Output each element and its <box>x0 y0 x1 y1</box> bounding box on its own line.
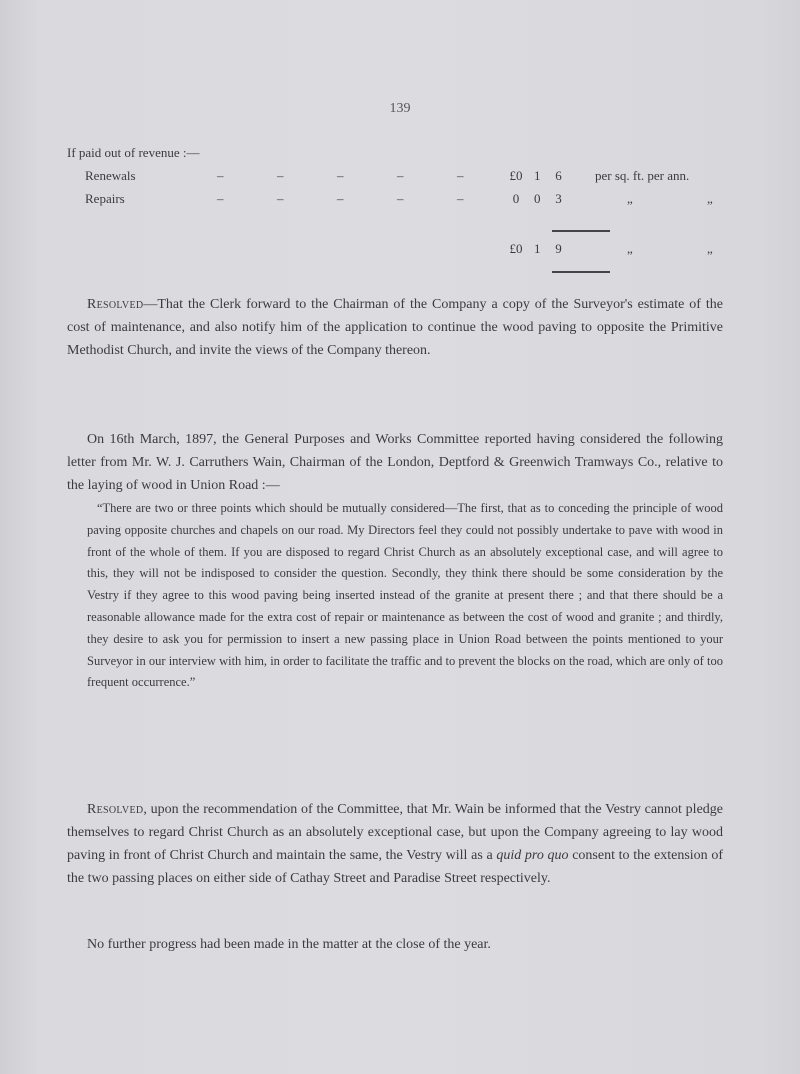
leader-dash: – <box>217 191 224 206</box>
cost-table <box>67 168 747 264</box>
leader-dash: – <box>277 168 284 183</box>
cost-row-total <box>67 241 747 264</box>
pence: 9 <box>555 241 562 256</box>
quoted-letter: “There are two or three points which should be mutually considered—The first, that as to conceding the principle of wood paving opposite churches and chapels on our road. My Directors feel they could not possibly undertake to pave with wood in front of the whole of them. If you are disposed to regard Christ Church as an absolutely exceptional case, and will agree to this, they will not be indisposed to consider the question. Secondly, they think there should be some consideration by the Vestry if they agree to this wood paving being inserted instead of the granite at present there ; and that there should be a reasonable allowance made for the extra cost of repair or maintenance as between the cost of wood and granite ; and thirdly, they desire to ask you for permission to insert a new passing place in Union Road between the points mentioned to your Surveyor in our interview with him, in order to facilitate the traffic and to prevent the blocks on the road, which are only of too frequent occurrence.” <box>87 501 723 690</box>
cost-label: Renewals <box>85 168 136 183</box>
ditto-mark: „ <box>627 241 633 256</box>
amount <box>507 191 587 207</box>
leader-dash: – <box>397 191 404 206</box>
sum-rule <box>552 230 610 232</box>
leader-dash: – <box>457 191 464 206</box>
latin-phrase: quid pro quo <box>496 848 569 863</box>
cost-row-renewals <box>67 168 747 191</box>
resolved-lead: Resolved <box>87 802 144 817</box>
leader-dash: – <box>277 191 284 206</box>
resolution-paragraph-2 <box>67 798 723 890</box>
pence: 6 <box>555 168 562 183</box>
pence: 3 <box>555 191 562 206</box>
leader-dash: – <box>337 191 344 206</box>
cost-intro: If paid out of revenue :— <box>67 145 200 160</box>
unit: per sq. ft. per ann. <box>595 168 690 183</box>
shillings: 1 <box>534 168 541 183</box>
total-amount <box>507 241 587 257</box>
leader-dash: – <box>397 168 404 183</box>
resolved-lead: Resolved <box>87 297 144 312</box>
amount <box>507 168 587 184</box>
resolution-text: —That the Clerk forward to the Chairman of the Company a copy of the Surveyor's estimate of the cost of maintenance, and also notify him of the application to continue the wood paving to opposite the Primitive Methodist Church, and invite the views of the Company thereon. <box>67 297 723 358</box>
report-paragraph: On 16th March, 1897, the General Purposes and Works Committee reported having considered the following letter from Mr. W. J. Carruthers Wain, Chairman of the London, Deptford & Greenwich Tramways Co., relative to the laying of wood in Union Road :— <box>67 432 723 493</box>
shillings: 0 <box>534 191 541 206</box>
leader-dash: – <box>457 168 464 183</box>
total-double-rule <box>552 271 610 273</box>
resolution-text: , upon the recommendation of the Committee, that Mr. Wain be informed that the Vestry cannot pledge themselves to regard Christ Church as an absolutely exceptional case, but upon the Company agreeing to lay wood paving in front of Christ Church and maintain the same, the Vestry will as a <box>67 802 723 863</box>
ditto-mark: „ <box>627 191 633 206</box>
ditto-mark: „ <box>707 191 713 206</box>
cost-label: Repairs <box>85 191 125 206</box>
pounds: £0 <box>509 168 523 183</box>
pounds: £0 <box>509 241 523 256</box>
page-number: 139 <box>389 101 411 116</box>
pounds: 0 <box>512 191 520 206</box>
ditto-mark: „ <box>707 241 713 256</box>
closing-paragraph: No further progress had been made in the matter at the close of the year. <box>87 937 491 952</box>
resolution-paragraph-1 <box>67 293 723 362</box>
leader-dash: – <box>337 168 344 183</box>
cost-row-repairs <box>67 191 747 214</box>
resolution-text: consent to the extension of the two passing places on either side of Cathay Street and Paradise Street respectively. <box>67 848 723 886</box>
leader-dash: – <box>217 168 224 183</box>
shillings: 1 <box>534 241 541 256</box>
